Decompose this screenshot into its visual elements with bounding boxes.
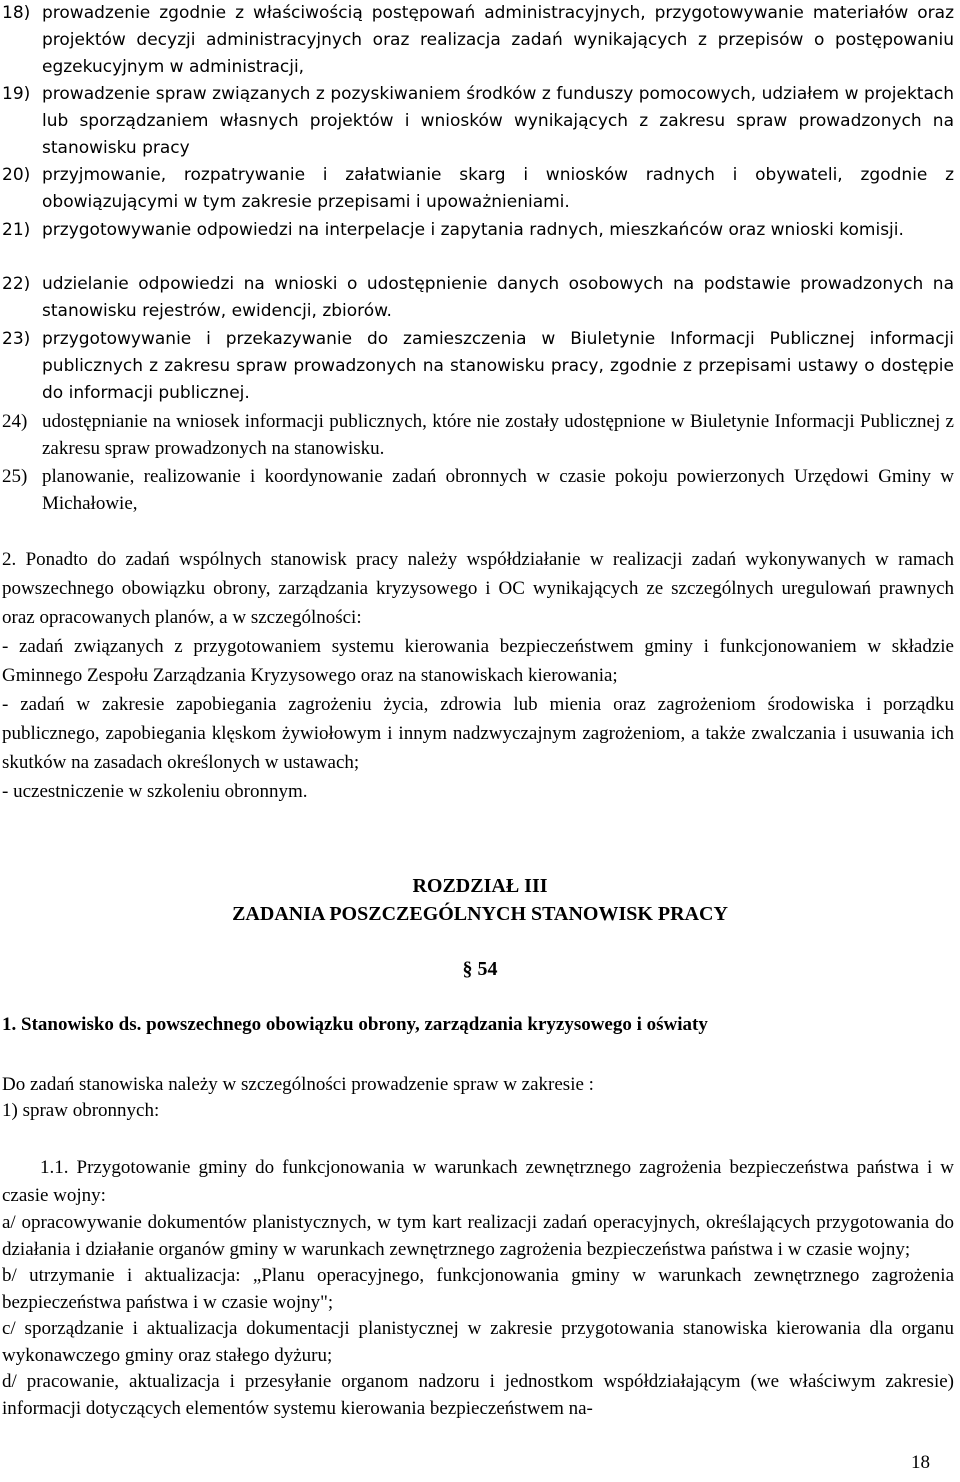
- section-2-bullet: - uczestniczenie w szkoleniu obronnym.: [2, 781, 308, 802]
- item-number: 20): [2, 165, 31, 185]
- item-number: 23): [2, 329, 31, 349]
- item-number: 25): [2, 466, 28, 487]
- item-text: prowadzenie spraw związanych z pozyskiwaniem środków z funduszy pomocowych, udziałem w projektach lub sporządzaniem własnych projektów i wniosków wynikających z zakresu spraw prowadzonych na stanowisku pracy: [42, 84, 954, 158]
- chapter-title: ZADANIA POSZCZEGÓLNYCH STANOWISK PRACY: [232, 903, 728, 925]
- item-25: [0, 463, 954, 517]
- item-number: 21): [2, 220, 31, 240]
- subsection-1-1: 1.1. Przygotowanie gminy do funkcjonowania w warunkach zewnętrznego zagrożenia bezpieczeństwa państwa i w czasie wojny:: [2, 1157, 954, 1206]
- position-sub: 1) spraw obronnych:: [2, 1100, 160, 1121]
- section-2-bullet: - zadań związanych z przygotowaniem systemu kierowania bezpieczeństwem gminy i funkcjonowaniem w składzie Gminnego Zespołu Zarządzania Kryzysowego oraz na stanowiskach kierowania;: [2, 636, 954, 686]
- item-text: przygotowywanie odpowiedzi na interpelacje i zapytania radnych, mieszkańców oraz wnioski komisji.: [42, 220, 904, 240]
- letter-item: d/ pracowanie, aktualizacja i przesyłanie organom nadzoru i jednostkom współdziałającym (we właściwym zakresie) informacji dotyczących elementów systemu kierowania bezpieczeństwem na-: [2, 1371, 954, 1419]
- item-number: 19): [2, 84, 31, 104]
- item-19: [0, 81, 954, 162]
- letter-item: a/ opracowywanie dokumentów planistycznych, w tym kart realizacji zadań operacyjnych, określających przygotowania do działania i działanie organów gminy w warunkach zewnętrznego zagrożenia bezpieczeństwa państwa i w czasie wojny;: [2, 1212, 954, 1260]
- page-number: 18: [911, 1452, 930, 1473]
- position-intro: Do zadań stanowiska należy w szczególności prowadzenie spraw w zakresie :: [2, 1074, 594, 1095]
- item-21: [0, 217, 954, 244]
- section-2-bullet: - zadań w zakresie zapobiegania zagrożeniu życia, zdrowia lub mienia oraz zagrożeniom środowiska i porządku publicznego, zapobiegania klęskom żywiołowym i innym nadzwyczajnym zagrożeniom, a także zwalczania i usuwania ich skutków na zasadach określonych w ustawach;: [2, 694, 954, 773]
- chapter-number: ROZDZIAŁ III: [412, 875, 548, 897]
- position-heading: 1. Stanowisko ds. powszechnego obowiązku obrony, zarządzania kryzysowego i oświaty: [2, 1014, 708, 1035]
- item-23: [0, 326, 954, 407]
- item-18: [0, 0, 954, 81]
- item-text: przygotowywanie i przekazywanie do zamieszczenia w Biuletynie Informacji Publicznej informacji publicznych z zakresu spraw prowadzonych na stanowisku pracy, zgodnie z przepisami ustawy o dostępie do informacji publicznej.: [42, 329, 954, 403]
- item-text: przyjmowanie, rozpatrywanie i załatwianie skarg i wniosków radnych i obywateli, zgodnie z obowiązującymi w tym zakresie przepisami i upoważnieniami.: [42, 165, 954, 212]
- letter-item: c/ sporządzanie i aktualizacja dokumentacji planistycznej w zakresie przygotowania stanowiska kierowania dla organu wykonawczego gminy oraz stałego dyżuru;: [2, 1318, 954, 1366]
- item-text: planowanie, realizowanie i koordynowanie zadań obronnych w czasie pokoju powierzonych Urzędowi Gminy w Michałowie,: [42, 466, 954, 514]
- item-text: prowadzenie zgodnie z właściwością postępowań administracyjnych, przygotowywanie materiałów oraz projektów decyzji administracyjnych oraz realizacja zadań wynikających z przepisów o postępowaniu egzekucyjnym w administracji,: [42, 3, 954, 77]
- item-number: 22): [2, 274, 31, 294]
- item-text: udzielanie odpowiedzi na wnioski o udostępnienie danych osobowych na podstawie prowadzonych na stanowisku rejestrów, ewidencji, zbiorów.: [42, 274, 954, 321]
- paragraph-number: § 54: [462, 958, 498, 980]
- section-2: [2, 545, 954, 806]
- item-number: 24): [2, 411, 28, 432]
- item-20: [0, 162, 954, 216]
- item-number: 18): [2, 3, 31, 23]
- item-22: [0, 271, 954, 325]
- item-24: [0, 408, 954, 462]
- letter-item: b/ utrzymanie i aktualizacja: „Planu operacyjnego, funkcjonowania gminy w warunkach zewnętrznego zagrożenia bezpieczeństwa państwa i w czasie wojny";: [2, 1265, 954, 1313]
- section-2-intro: 2. Ponadto do zadań wspólnych stanowisk pracy należy współdziałanie w realizacji zadań wykonywanych w ramach powszechnego obowiązku obrony, zarządzania kryzysowego i OC wynikających ze szczególnych uregulowań prawnych oraz opracowanych planów, a w szczególności:: [2, 549, 954, 628]
- item-text: udostępnianie na wniosek informacji publicznych, które nie zostały udostępnione w Biuletynie Informacji Publicznej z zakresu spraw prowadzonych na stanowisku.: [42, 411, 954, 459]
- letter-list: [2, 1210, 954, 1422]
